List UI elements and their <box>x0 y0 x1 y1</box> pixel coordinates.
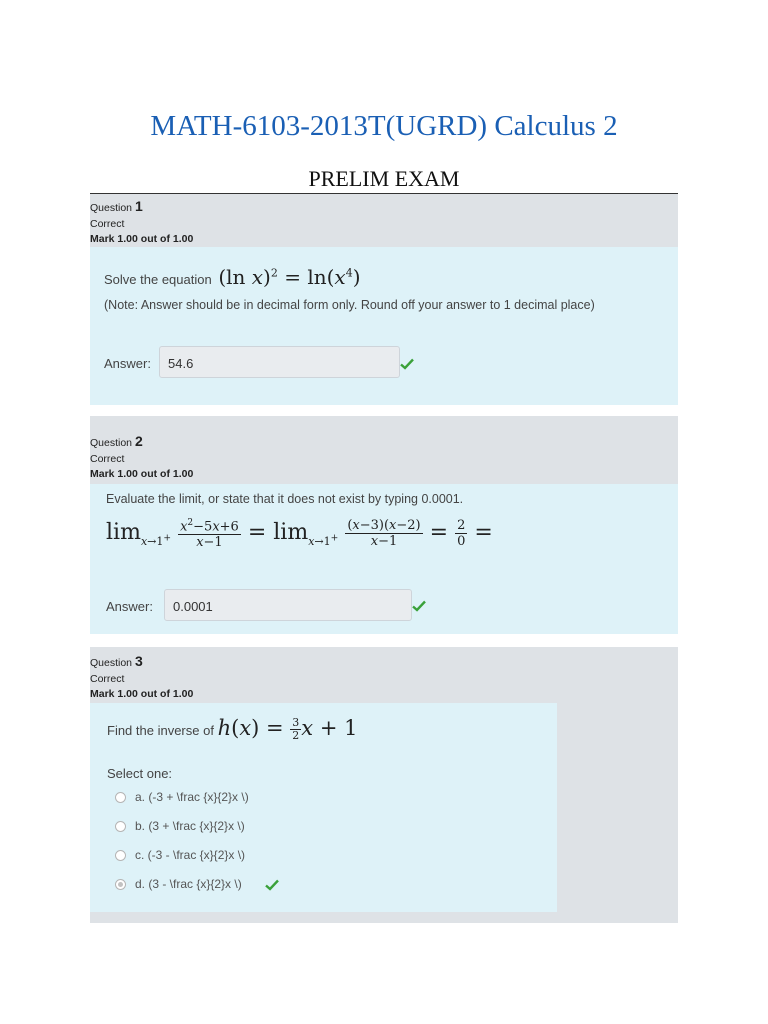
course-title: MATH-6103-2013T(UGRD) Calculus 2 <box>150 110 618 142</box>
question-status: Correct <box>90 217 125 230</box>
question-1-note: (Note: Answer should be in decimal form only. Round off your answer to 1 decimal place) <box>104 298 595 312</box>
question-3-prompt <box>107 716 357 742</box>
question-2-info <box>90 434 193 483</box>
option-c-label[interactable]: c. (-3 - \frac {x}{2}x \) <box>135 848 246 862</box>
select-one-label: Select one: <box>107 766 173 781</box>
answer-label: Answer: <box>106 599 153 614</box>
answer-label: Answer: <box>104 356 151 371</box>
question-3-info <box>90 654 193 703</box>
question-1-prompt <box>104 265 361 289</box>
radio-option-c[interactable] <box>115 850 126 861</box>
question-label: Question <box>90 202 133 214</box>
check-icon <box>400 357 414 371</box>
prompt-text: Find the inverse of <box>107 723 214 738</box>
question-2-prompt: Evaluate the limit, or state that it does not exist by typing 0.0001. <box>106 492 464 506</box>
question-1-info <box>90 199 193 248</box>
exam-title: PRELIM EXAM <box>308 166 460 191</box>
question-status: Correct <box>90 452 125 465</box>
question-mark: Mark 1.00 out of 1.00 <box>90 468 194 480</box>
option-a-label[interactable]: a. (-3 + \frac {x}{2}x \) <box>135 790 249 804</box>
question-number: 3 <box>134 653 143 669</box>
radio-option-b[interactable] <box>115 821 126 832</box>
option-d-label[interactable]: d. (3 - \frac {x}{2}x \) <box>135 877 242 891</box>
question-label: Question <box>90 437 133 449</box>
option-b-label[interactable]: b. (3 + \frac {x}{2}x \) <box>135 819 245 833</box>
answer-input-2[interactable]: 0.0001 <box>164 589 412 621</box>
radio-option-a[interactable] <box>115 792 126 803</box>
check-icon <box>265 878 279 892</box>
question-number: 1 <box>134 198 143 214</box>
question-status: Correct <box>90 672 125 685</box>
prompt-text: Solve the equation <box>104 272 212 287</box>
equation-1: (ln $x)^2 = \ln(x^4)$ <box>218 265 361 289</box>
answer-input-1[interactable]: 54.6 <box>159 346 400 378</box>
check-icon <box>412 599 426 613</box>
question-mark: Mark 1.00 out of 1.00 <box>90 688 194 700</box>
equation-2: $\lim_{x\to 1^+}$ $\frac{x^2-5x+6}{x-1}$ = $\lim_{x\to 1^+}$ $\frac{(x-3)(x-2)}{x-1}$ = $\frac{2}{0}$ = <box>106 517 493 551</box>
equation-3: h(x) = $\frac{3}{2}$ x + 1 <box>217 716 358 742</box>
radio-option-d[interactable] <box>115 879 126 890</box>
question-label: Question <box>90 657 133 669</box>
question-number: 2 <box>134 433 143 449</box>
question-mark: Mark 1.00 out of 1.00 <box>90 233 194 245</box>
